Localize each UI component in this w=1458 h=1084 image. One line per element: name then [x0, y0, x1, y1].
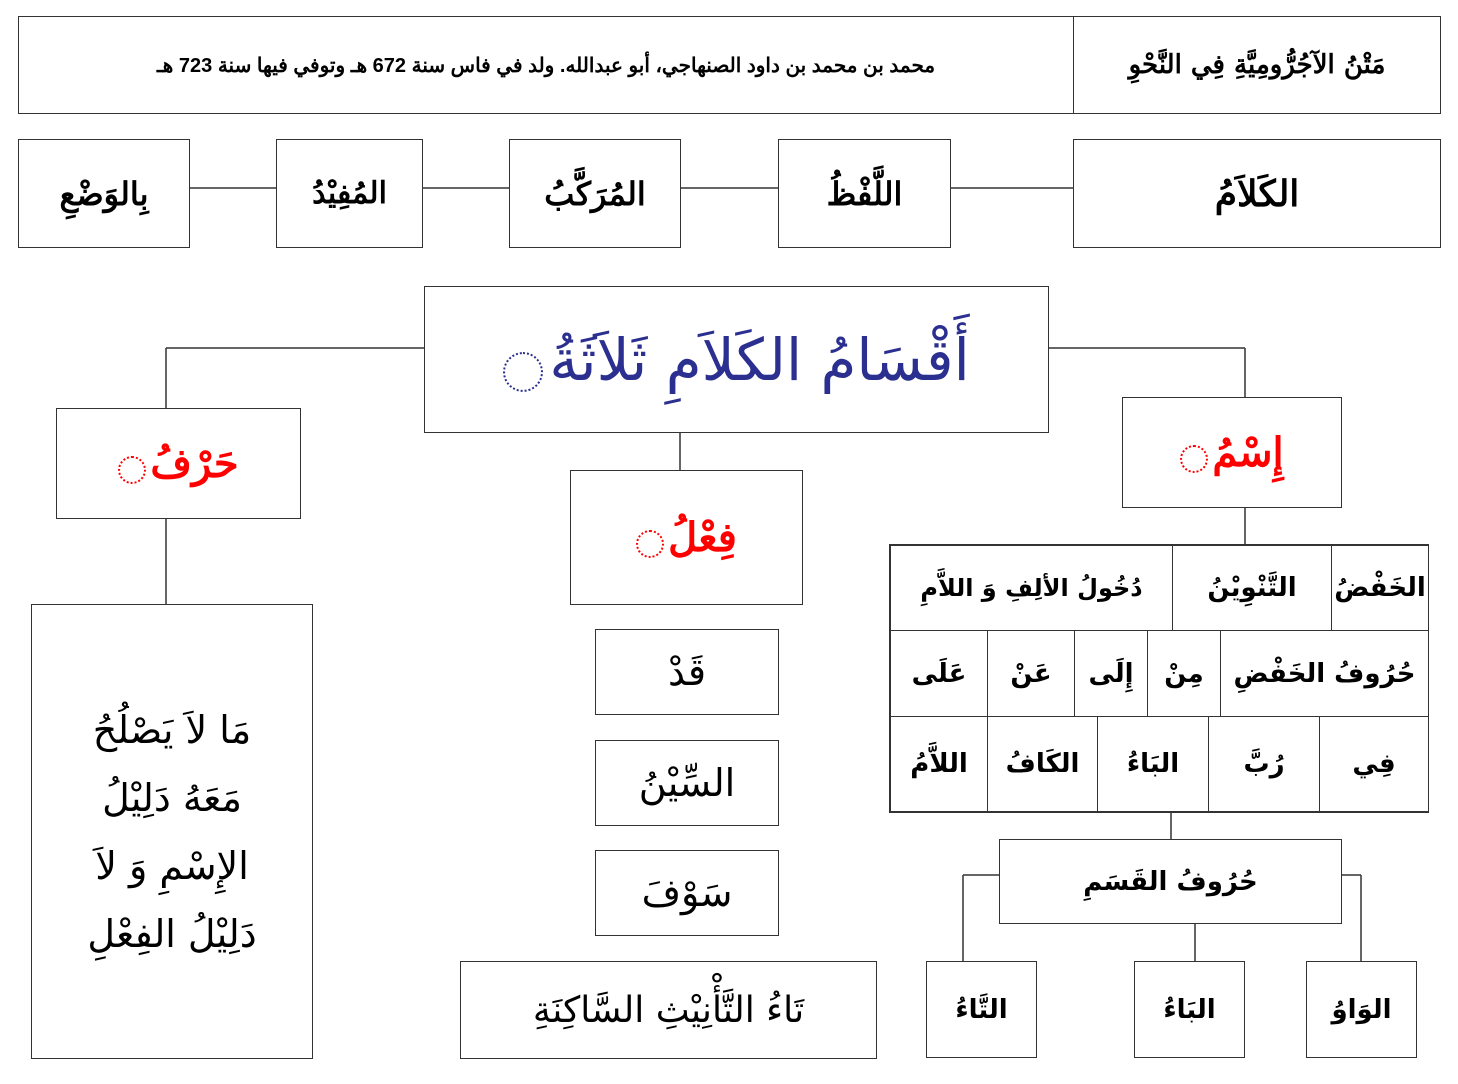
page-title: مَتْنُ الآجُرُّومِيَّةِ فِي النَّحْوِ [1128, 50, 1386, 80]
chain-box-lafz [778, 139, 951, 248]
ism-sign-cell [890, 716, 988, 812]
qasam-item-label: البَاءُ [1163, 994, 1216, 1025]
ism-sign-cell [1331, 545, 1429, 631]
chain-label-kalam: الكَلاَمُ [1214, 172, 1300, 215]
fil-sign-sawfa [595, 850, 779, 936]
ism-sign-cell [1074, 630, 1148, 717]
chain-label-murakkab: المُرَكَّبُ [544, 174, 646, 213]
chain-label-wad: بِالوَضْعِ [59, 174, 149, 213]
dotted-circle-icon [118, 456, 146, 484]
harf-definition-box [31, 604, 313, 1059]
dotted-circle-icon [1180, 445, 1208, 473]
harf-definition-line: الإِسْمِ وَ لاَ [95, 843, 249, 888]
ism-sign-cell [1172, 545, 1332, 631]
qasam-item-ta [926, 961, 1037, 1058]
ism-sign-label: رُبَّ [1243, 749, 1285, 779]
dotted-circle-icon [636, 530, 664, 558]
ism-sign-label: عَنْ [1010, 658, 1052, 689]
ism-sign-label: دُخُولُ الألِفِ وَ اللاَّمِ [920, 574, 1143, 602]
fil-sign-qad [595, 629, 779, 715]
ism-sign-label: عَلَى [911, 658, 967, 689]
branch-ism-label: إِسْمُ [1212, 429, 1284, 476]
ism-signs-table [889, 544, 1429, 813]
fil-sign-label: سَوْفَ [641, 871, 733, 915]
ism-sign-cell [1319, 716, 1429, 812]
ism-sign-label: إِلَى [1088, 658, 1134, 689]
header-author-box [18, 16, 1074, 114]
main-title-box [424, 286, 1049, 433]
ism-sign-cell [1147, 630, 1221, 717]
ism-sign-cell [987, 630, 1075, 717]
ism-sign-cell [987, 716, 1098, 812]
ism-sign-label: التَّنْوِيْنُ [1207, 573, 1297, 603]
qasam-item-waw [1306, 961, 1417, 1058]
qasam-label: حُرُوفُ القَسَمِ [1083, 866, 1258, 897]
chain-box-wad [18, 139, 190, 248]
dotted-circle-icon [503, 352, 543, 392]
qasam-item-label: التَّاءُ [955, 994, 1008, 1025]
fil-sign-label: قَدْ [667, 650, 707, 694]
branch-harf-box [56, 408, 301, 519]
author-text: محمد بن محمد بن داود الصنهاجي، أبو عبدالله. ولد في فاس سنة 672 هـ وتوفي فيها سنة 723 هـ [156, 54, 936, 77]
fil-sign-ta-tanith [460, 961, 877, 1059]
ism-sign-cell [1220, 630, 1429, 717]
ism-sign-label: الكَافُ [1005, 749, 1080, 779]
main-title: أَقْسَامُ الكَلاَمِ ثَلاَثَةُ [549, 325, 970, 394]
chain-box-mufid [276, 139, 423, 248]
qasam-item-ba [1134, 961, 1245, 1058]
chain-box-murakkab [509, 139, 681, 248]
ism-sign-cell [1097, 716, 1209, 812]
ism-sign-cell [890, 545, 1173, 631]
qasam-box [999, 839, 1342, 924]
harf-definition-line: مَعَهُ دَلِيْلُ [102, 775, 242, 820]
ism-sign-label: اللاَّمُ [910, 749, 968, 779]
fil-sign-sin [595, 740, 779, 826]
ism-sign-label: الخَفْضُ [1334, 573, 1426, 603]
ism-sign-label: مِنْ [1164, 658, 1204, 689]
harf-definition-line: دَلِيْلُ الفِعْلِ [87, 911, 257, 956]
fil-sign-label: تَاءُ التَّأْنِيْثِ السَّاكِنَةِ [532, 989, 805, 1031]
branch-ism-box [1122, 397, 1342, 508]
chain-label-mufid: المُفِيْدُ [312, 176, 387, 211]
ism-sign-label: حُرُوفُ الخَفْضِ [1233, 658, 1416, 689]
ism-sign-cell [890, 630, 988, 717]
chain-box-kalam [1073, 139, 1441, 248]
branch-fil-box [570, 470, 803, 605]
branch-fil-label: فِعْلُ [668, 514, 737, 561]
ism-sign-label: فِي [1352, 749, 1396, 779]
fil-sign-label: السِّيْنُ [638, 761, 736, 805]
header-title-box [1073, 16, 1441, 114]
ism-sign-label: البَاءُ [1126, 749, 1180, 779]
qasam-item-label: الوَاوُ [1331, 994, 1392, 1025]
ism-sign-cell [1208, 716, 1320, 812]
harf-definition-line: مَا لاَ يَصْلُحُ [92, 707, 252, 752]
chain-label-lafz: اللَّفْظُ [826, 174, 903, 213]
branch-harf-label: حَرْفُ [150, 440, 239, 487]
